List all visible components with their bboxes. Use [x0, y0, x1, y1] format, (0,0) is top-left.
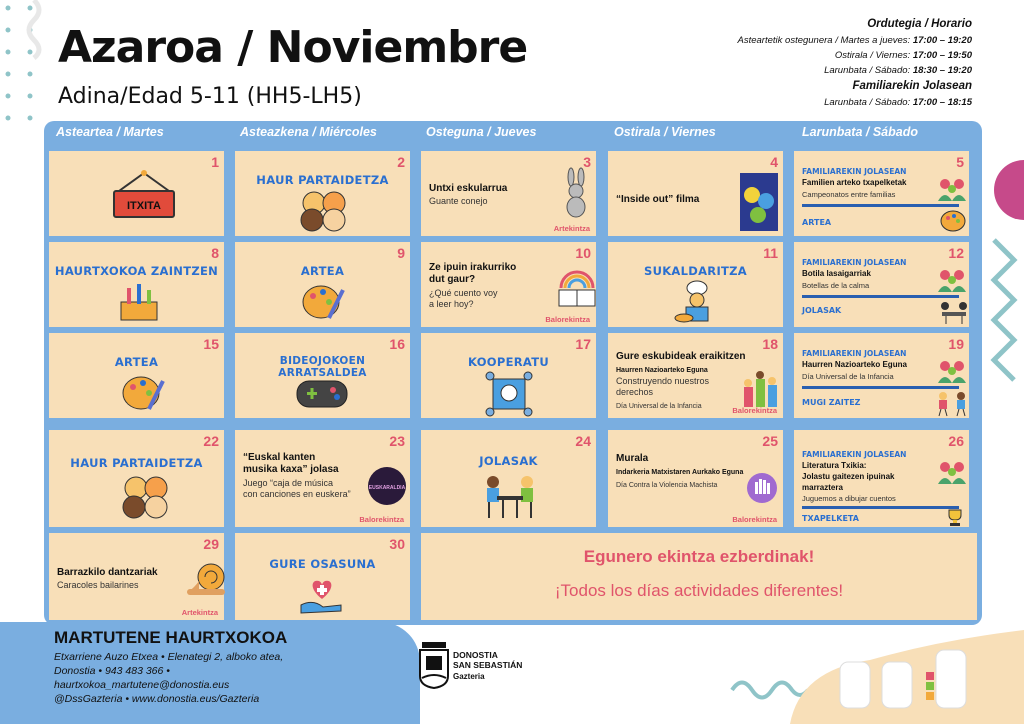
day-cell-8: [49, 242, 224, 327]
activity-title-line-2: musika kaxa” jolasa: [243, 464, 339, 475]
activity-subtitle-line-2: derechos: [616, 387, 654, 397]
palette-icon: [121, 373, 165, 413]
chef-icon: [674, 280, 720, 324]
activity-subtitle-line-1: Juego “caja de música: [243, 478, 334, 488]
banner-basque: Egunero ekintza ezberdinak!: [583, 547, 815, 566]
day-number: 4: [770, 154, 778, 170]
activity-subtitle: Guante conejo: [429, 196, 488, 206]
family-icon: [936, 359, 968, 385]
activity-subtitle: Campeonatos entre familias: [802, 190, 896, 199]
calendar-grid: [44, 121, 982, 625]
snail-icon: [185, 559, 229, 599]
palette-icon: [301, 282, 345, 322]
activity-title: Botila lasaigarriak: [802, 269, 871, 278]
day-number: 30: [389, 536, 405, 552]
ddd-logo-decoration: [836, 648, 986, 714]
divider: [802, 295, 959, 298]
day-cell-1: [49, 151, 224, 236]
activity-label: BIDEOJOKOEN ARRATSALDEA: [278, 355, 367, 379]
day-number: 8: [211, 245, 219, 261]
activity-label: TXAPELKETA: [802, 514, 859, 523]
divider: [802, 204, 959, 207]
day-cell-5: [794, 151, 969, 236]
schedule-line-3: Larunbata / Sábado: 18:30 – 19:20: [824, 65, 972, 76]
tools-icon: [119, 282, 159, 322]
activity-title-line-2: Jolastu gaitezen ipuinak: [802, 472, 895, 481]
children-faces-icon: [297, 189, 351, 233]
day-number: 1: [211, 154, 219, 170]
activity-subtitle-line-1: ¿Qué cuento voy: [429, 288, 498, 298]
city-name: [453, 650, 522, 670]
day-cell-11: [608, 242, 783, 327]
header-thursday: Osteguna / Jueves: [426, 125, 537, 139]
activity-label: GURE OSASUNA: [269, 557, 376, 571]
day-cell-16: [235, 333, 410, 418]
activity-label: HAUR PARTAIDETZA: [70, 456, 203, 470]
activity-subtitle-line-2: a leer hoy?: [429, 299, 474, 309]
email-link[interactable]: haurtxokoa_martutene@donostia.eus: [54, 679, 230, 691]
day-number: 12: [948, 245, 964, 261]
trophy-icon: [946, 508, 964, 526]
day-number: 18: [762, 336, 778, 352]
schedule-line-2: Ostirala / Viernes: 17:00 – 19:50: [834, 50, 972, 61]
schedule-line-4: Larunbata / Sábado: 17:00 – 18:15: [824, 97, 972, 108]
divider: [802, 386, 959, 389]
activity-title-line-1: Literatura Txikia:: [802, 461, 867, 470]
day-number: 11: [763, 245, 778, 261]
activity-title: “Inside out” filma: [616, 194, 700, 205]
day-number: 25: [762, 433, 778, 449]
day-cell-2: [235, 151, 410, 236]
day-cell-26: [794, 430, 969, 527]
family-icon: [936, 268, 968, 294]
rabbit-icon: [561, 167, 591, 219]
day-number: 26: [948, 433, 964, 449]
family-heading: Familiarekin Jolasean: [852, 80, 972, 92]
donostia-coat-of-arms-icon: [418, 640, 450, 690]
header-tuesday: Asteartea / Martes: [56, 125, 164, 139]
schedule-line-1: Asteartetik ostegunera / Martes a jueves: 17:00 – 19:20: [737, 35, 972, 46]
activity-title: Gure eskubideak eraikitzen: [616, 351, 746, 362]
activity-label: JOLASAK: [802, 306, 842, 315]
day-number: 10: [575, 245, 591, 261]
day-number: 5: [956, 154, 964, 170]
children-faces-icon: [119, 474, 173, 522]
category-tag: Artekintza: [181, 608, 218, 617]
activity-event-es: Día Contra la Violencia Machista: [616, 482, 718, 489]
activity-title: Murala: [616, 453, 649, 464]
family-label: FAMILIAREKIN JOLASEAN: [802, 258, 907, 267]
schedule-box: [738, 16, 972, 110]
divider: [802, 506, 959, 509]
activity-subtitle-line-2: con canciones en euskera”: [243, 489, 351, 499]
activity-label: SUKALDARITZA: [643, 264, 748, 278]
activity-label: ARTEA: [114, 355, 159, 369]
activity-title: Untxi eskularrua: [429, 183, 508, 194]
chess-players-icon: [483, 474, 537, 520]
day-cell-19: [794, 333, 969, 418]
activity-title-line-1: Ze ipuin irakurriko: [429, 262, 517, 273]
shape-decoration-right: [984, 150, 1024, 410]
day-cell-3: [421, 151, 596, 236]
footer-contact: [0, 622, 420, 724]
squiggle-decoration-top: [14, 0, 54, 60]
page-title: Azaroa / Noviembre: [58, 22, 528, 73]
activity-title-line-2: dut gaur?: [429, 274, 476, 285]
cooperation-icon: [485, 371, 533, 417]
day-cell-4: [608, 151, 783, 236]
day-cell-29: [49, 533, 224, 620]
day-number: 24: [575, 433, 591, 449]
header-wednesday: Asteazkena / Miércoles: [240, 125, 377, 139]
activity-subtitle-line-1: Construyendo nuestros: [616, 376, 710, 386]
banner-spanish: ¡Todos los días actividades diferentes!: [554, 581, 844, 600]
center-name: MARTUTENE HAURTXOKOA: [54, 628, 288, 647]
day-number: 9: [397, 245, 405, 261]
activity-label: JOLASAK: [479, 454, 538, 468]
category-tag: Balorekintza: [732, 515, 777, 524]
family-icon: [936, 460, 968, 486]
header-saturday: Larunbata / Sábado: [802, 125, 918, 139]
phone-line: Donostia • 943 483 366 •: [54, 665, 170, 677]
activity-label: KOOPERATU: [468, 355, 549, 369]
stop-hand-icon: [746, 472, 778, 504]
family-label: FAMILIAREKIN JOLASEAN: [802, 450, 907, 459]
day-number: 22: [203, 433, 219, 449]
svg-text:ITXITA: ITXITA: [126, 200, 162, 212]
activity-title-line-3: marraztera: [802, 483, 843, 492]
day-cell-25: [608, 430, 783, 527]
activity-event-es: Día Universal de la Infancia: [616, 403, 702, 410]
kids-jumping-icon: [934, 391, 970, 417]
activity-event: Haurren Nazioarteko Eguna: [616, 367, 708, 374]
day-number: 15: [203, 336, 219, 352]
activity-subtitle: Caracoles bailarines: [57, 580, 139, 590]
activity-subtitle: Día Universal de la Infancia: [802, 372, 894, 381]
family-icon: [936, 177, 968, 203]
day-cell-12: [794, 242, 969, 327]
day-cell-17: [421, 333, 596, 418]
activity-label: ARTEA: [802, 218, 832, 227]
board-game-icon: [940, 300, 968, 324]
day-cell-9: [235, 242, 410, 327]
activity-title-line-1: “Euskal kanten: [243, 452, 316, 463]
family-label: FAMILIAREKIN JOLASEAN: [802, 349, 907, 358]
health-care-icon: [299, 575, 345, 615]
activity-label: HAURTXOKOA ZAINTZEN: [54, 264, 219, 278]
activity-title: Barrazkilo dantzariak: [57, 567, 158, 578]
day-number: 19: [948, 336, 964, 352]
activity-label: ARTEA: [300, 264, 345, 278]
palette-icon: [940, 209, 966, 233]
activity-label: HAUR PARTAIDETZA: [256, 173, 389, 187]
schedule-heading: Ordutegia / Horario: [867, 18, 972, 30]
family-label: FAMILIAREKIN JOLASEAN: [802, 167, 907, 176]
activity-label: MUGI ZAITEZ: [802, 398, 861, 407]
address-line: Etxarriene Auzo Etxea • Elenategi 2, alboko atea,: [54, 651, 284, 663]
day-number: 3: [583, 154, 591, 170]
header-friday: Ostirala / Viernes: [614, 125, 716, 139]
day-cell-30: [235, 533, 410, 620]
activity-title: Haurren Nazioarteko Eguna: [802, 360, 907, 369]
activity-title: Familien arteko txapelketak: [802, 178, 907, 187]
raised-hands-icon: [742, 369, 780, 409]
day-cell-10: [421, 242, 596, 327]
department-name: Gazteria: [453, 672, 485, 681]
contact-details: [54, 650, 283, 706]
activity-subtitle: Botellas de la calma: [802, 281, 870, 290]
day-cell-15: [49, 333, 224, 418]
svg-text:EUSKARALDIA: EUSKARALDIA: [368, 485, 406, 491]
day-cell-18: [608, 333, 783, 418]
website-link[interactable]: @DssGazteria • www.donostia.eus/Gazteria: [54, 693, 260, 705]
closed-sign-icon: [111, 169, 177, 223]
activity-event: Indarkeria Matxistaren Aurkako Eguna: [616, 469, 744, 476]
city-name-spanish: SAN SEBASTIÁN: [453, 660, 523, 670]
city-name-basque: DONOSTIA: [453, 650, 498, 660]
gamepad-icon: [295, 377, 349, 411]
day-cell-22: [49, 430, 224, 527]
category-tag: Balorekintza: [545, 315, 590, 324]
day-cell-23: [235, 430, 410, 527]
book-rainbow-icon: [557, 268, 597, 308]
age-subtitle: Adina/Edad 5-11 (HH5-LH5): [58, 84, 362, 109]
category-tag: Artekintza: [553, 224, 590, 233]
category-tag: Balorekintza: [359, 515, 404, 524]
day-number: 29: [203, 536, 219, 552]
day-cell-24: [421, 430, 596, 527]
day-number: 2: [397, 154, 405, 170]
day-number: 16: [389, 336, 405, 352]
daily-banner: [421, 533, 977, 620]
category-tag: Balorekintza: [732, 406, 777, 415]
euskaraldia-badge-icon: [367, 466, 407, 506]
day-number: 23: [389, 433, 405, 449]
day-number: 17: [575, 336, 591, 352]
activity-subtitle: Juguemos a dibujar cuentos: [802, 494, 896, 503]
movie-poster-icon: [740, 173, 778, 231]
